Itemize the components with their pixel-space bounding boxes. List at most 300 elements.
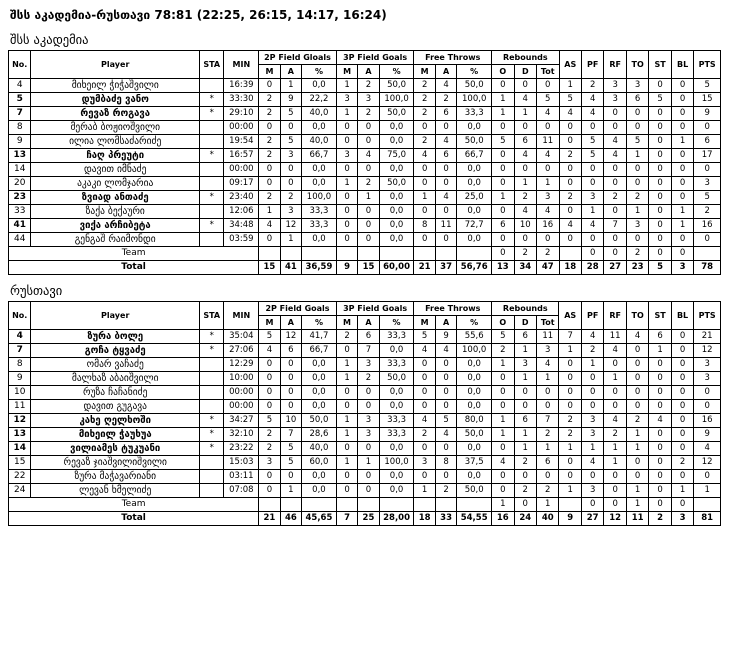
stat-ftm: 0 bbox=[414, 163, 435, 177]
stat-rf: 1 bbox=[604, 372, 626, 386]
stat-d: 0 bbox=[514, 79, 536, 93]
stat-bl: 0 bbox=[671, 372, 693, 386]
stat-g3p: 0,0 bbox=[379, 205, 414, 219]
stat-st: 2 bbox=[649, 512, 671, 526]
player-name: ომარ ვაჩაძე bbox=[31, 358, 200, 372]
minutes-played: 00:00 bbox=[224, 400, 259, 414]
starter-flag: * bbox=[199, 93, 224, 107]
stat-to: 0 bbox=[626, 400, 648, 414]
stat-g3a: 2 bbox=[358, 177, 379, 191]
col-reb-d: D bbox=[514, 316, 536, 330]
stat-g3p: 0,0 bbox=[379, 121, 414, 135]
team-row bbox=[9, 247, 721, 261]
stat-bl: 1 bbox=[671, 484, 693, 498]
stat-rf: 0 bbox=[604, 498, 626, 512]
stat-g3a: 1 bbox=[358, 456, 379, 470]
stat-pf: 5 bbox=[581, 135, 603, 149]
stat-g2p: 40,0 bbox=[302, 135, 337, 149]
stat-o: 5 bbox=[492, 135, 514, 149]
stat-o: 0 bbox=[492, 205, 514, 219]
stat-g2a: 5 bbox=[280, 442, 301, 456]
stat-d: 0 bbox=[514, 121, 536, 135]
stat-g2a: 0 bbox=[280, 177, 301, 191]
stat-ftm: 2 bbox=[414, 79, 435, 93]
stat-g2a: 10 bbox=[280, 414, 301, 428]
stat-d: 2 bbox=[514, 247, 536, 261]
team-row bbox=[9, 498, 721, 512]
team-name-home: შსს აკადემია bbox=[10, 32, 89, 47]
stat-g3m: 0 bbox=[336, 470, 357, 484]
stat-o: 2 bbox=[492, 344, 514, 358]
stat-to: 11 bbox=[626, 512, 648, 526]
starter-flag: * bbox=[199, 149, 224, 163]
starter-flag: * bbox=[199, 107, 224, 121]
stat-g2m: 0 bbox=[259, 121, 280, 135]
stat-d: 24 bbox=[514, 512, 536, 526]
stat-g3m: 1 bbox=[336, 414, 357, 428]
stat-pf: 1 bbox=[581, 205, 603, 219]
stat-d: 6 bbox=[514, 135, 536, 149]
stat-g3p bbox=[379, 247, 414, 261]
stat-d: 0 bbox=[514, 233, 536, 247]
stat-ftm bbox=[414, 247, 435, 261]
starter-flag bbox=[199, 205, 224, 219]
stat-pts: 5 bbox=[694, 191, 721, 205]
stat-ftp: 80,0 bbox=[457, 414, 492, 428]
stat-o: 0 bbox=[492, 149, 514, 163]
stat-rf: 0 bbox=[604, 470, 626, 484]
stat-rf: 0 bbox=[604, 247, 626, 261]
stat-g2a: 3 bbox=[280, 149, 301, 163]
col-pts: PTS bbox=[694, 302, 721, 330]
stat-ftp: 0,0 bbox=[457, 205, 492, 219]
table-row bbox=[9, 149, 721, 163]
stat-st: 0 bbox=[649, 205, 671, 219]
starter-flag bbox=[199, 484, 224, 498]
stat-ftm: 4 bbox=[414, 344, 435, 358]
stat-rf: 0 bbox=[604, 386, 626, 400]
stat-g2a: 7 bbox=[280, 428, 301, 442]
stat-g2p bbox=[302, 498, 337, 512]
stat-ftp bbox=[457, 498, 492, 512]
stat-as bbox=[559, 498, 581, 512]
stat-rf: 2 bbox=[604, 428, 626, 442]
starter-flag: * bbox=[199, 414, 224, 428]
stat-to: 0 bbox=[626, 177, 648, 191]
stat-pts: 12 bbox=[694, 344, 721, 358]
stat-bl: 0 bbox=[671, 344, 693, 358]
table-row bbox=[9, 93, 721, 107]
col-bl: BL bbox=[671, 302, 693, 330]
stat-tot: 47 bbox=[537, 261, 560, 275]
stat-d: 10 bbox=[514, 219, 536, 233]
stat-fta: 4 bbox=[435, 135, 456, 149]
stat-rf: 2 bbox=[604, 191, 626, 205]
col-2p-m: M bbox=[259, 65, 280, 79]
stat-g2a: 12 bbox=[280, 219, 301, 233]
stat-g3p: 0,0 bbox=[379, 344, 414, 358]
stat-g3m: 9 bbox=[336, 261, 357, 275]
stat-to: 3 bbox=[626, 79, 648, 93]
player-name: გოჩა ტყვაძე bbox=[31, 344, 200, 358]
stat-as: 0 bbox=[559, 400, 581, 414]
stat-o: 1 bbox=[492, 498, 514, 512]
stat-g2a: 12 bbox=[280, 330, 301, 344]
stat-g2m: 21 bbox=[259, 512, 280, 526]
stat-bl: 0 bbox=[671, 247, 693, 261]
player-number: 11 bbox=[9, 400, 31, 414]
stat-g3m: 1 bbox=[336, 177, 357, 191]
stat-as bbox=[559, 247, 581, 261]
player-name: დუმბაძე ვანო bbox=[31, 93, 200, 107]
stat-as: 4 bbox=[559, 219, 581, 233]
col-pts: PTS bbox=[694, 51, 721, 79]
stat-g2m: 1 bbox=[259, 205, 280, 219]
stat-st: 0 bbox=[649, 177, 671, 191]
stat-g3p: 50,0 bbox=[379, 107, 414, 121]
stat-g2p: 40,0 bbox=[302, 107, 337, 121]
stat-g3m: 0 bbox=[336, 219, 357, 233]
total-row-label: Total bbox=[9, 261, 259, 275]
stat-d: 4 bbox=[514, 205, 536, 219]
stat-bl: 0 bbox=[671, 400, 693, 414]
starter-flag bbox=[199, 121, 224, 135]
stat-fta: 0 bbox=[435, 233, 456, 247]
stat-d: 1 bbox=[514, 372, 536, 386]
stat-g2m: 2 bbox=[259, 107, 280, 121]
starter-flag: * bbox=[199, 219, 224, 233]
stat-g3p: 0,0 bbox=[379, 470, 414, 484]
col-2p-pct: % bbox=[302, 65, 337, 79]
minutes-played: 19:54 bbox=[224, 135, 259, 149]
col-reb-d: D bbox=[514, 65, 536, 79]
stat-o: 0 bbox=[492, 442, 514, 456]
stat-pts: 12 bbox=[694, 456, 721, 470]
stat-tot: 3 bbox=[536, 344, 559, 358]
stat-st: 0 bbox=[649, 163, 671, 177]
stat-g3a: 3 bbox=[358, 358, 379, 372]
col-bl: BL bbox=[671, 51, 693, 79]
stat-g3m: 0 bbox=[336, 121, 357, 135]
stat-g3m: 1 bbox=[336, 79, 357, 93]
player-name: რუზა ჩაჩანიძე bbox=[31, 386, 200, 400]
stat-st: 0 bbox=[649, 372, 671, 386]
stat-bl: 0 bbox=[671, 470, 693, 484]
stat-rf: 0 bbox=[604, 233, 626, 247]
stat-g3m: 1 bbox=[336, 456, 357, 470]
col-st: ST bbox=[649, 302, 671, 330]
col-ft-m: M bbox=[414, 65, 435, 79]
stat-g3a bbox=[358, 498, 379, 512]
player-name: ილია ლომსაძარიძე bbox=[31, 135, 200, 149]
col-2p-a: A bbox=[280, 65, 301, 79]
minutes-played: 07:08 bbox=[224, 484, 259, 498]
stat-g2p: 40,0 bbox=[302, 442, 337, 456]
total-row bbox=[9, 512, 721, 526]
col-3p-m: M bbox=[336, 65, 357, 79]
stat-as: 2 bbox=[559, 428, 581, 442]
starter-flag bbox=[199, 233, 224, 247]
minutes-played: 12:29 bbox=[224, 358, 259, 372]
stat-g3p: 0,0 bbox=[379, 135, 414, 149]
col-pf: PF bbox=[581, 51, 603, 79]
stat-pts: 3 bbox=[694, 372, 721, 386]
stat-o: 4 bbox=[492, 456, 514, 470]
player-number: 9 bbox=[9, 135, 31, 149]
stat-to: 0 bbox=[626, 121, 648, 135]
stat-g2m: 15 bbox=[259, 261, 280, 275]
stat-st: 0 bbox=[649, 233, 671, 247]
stat-ftp: 0,0 bbox=[457, 442, 492, 456]
stat-g2m: 5 bbox=[259, 414, 280, 428]
stat-g2a: 1 bbox=[280, 233, 301, 247]
stat-d: 0 bbox=[514, 400, 536, 414]
stat-ftp: 0,0 bbox=[457, 177, 492, 191]
stat-ftm: 2 bbox=[414, 135, 435, 149]
stat-to: 5 bbox=[626, 135, 648, 149]
stat-g3p: 0,0 bbox=[379, 219, 414, 233]
table-row bbox=[9, 484, 721, 498]
col-rf: RF bbox=[604, 302, 626, 330]
stat-g3m: 0 bbox=[336, 135, 357, 149]
stat-g3a: 0 bbox=[358, 484, 379, 498]
stat-as: 0 bbox=[559, 135, 581, 149]
stat-st: 1 bbox=[649, 344, 671, 358]
stat-rf: 0 bbox=[604, 163, 626, 177]
stat-g3a: 3 bbox=[358, 414, 379, 428]
stat-tot: 0 bbox=[537, 163, 560, 177]
stat-o: 0 bbox=[492, 400, 514, 414]
stat-fta: 2 bbox=[435, 93, 456, 107]
stat-pts: 21 bbox=[694, 330, 721, 344]
stat-o: 1 bbox=[492, 93, 514, 107]
stat-pts: 0 bbox=[694, 233, 721, 247]
stat-d: 2 bbox=[514, 191, 536, 205]
stat-st: 0 bbox=[649, 484, 671, 498]
stat-to: 6 bbox=[626, 93, 648, 107]
stat-g3p: 50,0 bbox=[379, 177, 414, 191]
col-as: AS bbox=[559, 302, 581, 330]
stat-g2a: 5 bbox=[280, 135, 301, 149]
stat-as: 5 bbox=[559, 93, 581, 107]
stat-g2p: 0,0 bbox=[302, 372, 337, 386]
stat-o: 6 bbox=[492, 219, 514, 233]
stat-g3p: 75,0 bbox=[379, 149, 414, 163]
stat-g2p: 0,0 bbox=[302, 233, 337, 247]
stat-ftm: 0 bbox=[414, 205, 435, 219]
stat-rf: 3 bbox=[604, 79, 626, 93]
stat-d: 6 bbox=[514, 330, 536, 344]
col-player: Player bbox=[31, 302, 200, 330]
col-reb-o: O bbox=[492, 65, 514, 79]
stat-g2p: 50,0 bbox=[302, 414, 337, 428]
stat-o: 5 bbox=[492, 330, 514, 344]
player-number: 10 bbox=[9, 386, 31, 400]
stat-ftp: 0,0 bbox=[457, 121, 492, 135]
stat-g2m: 2 bbox=[259, 93, 280, 107]
stat-fta: 6 bbox=[435, 149, 456, 163]
stat-g2a: 0 bbox=[280, 470, 301, 484]
col-reb-tot: Tot bbox=[537, 65, 560, 79]
stat-g3a: 15 bbox=[358, 261, 379, 275]
stat-o: 1 bbox=[492, 358, 514, 372]
minutes-played: 16:39 bbox=[224, 79, 259, 93]
stat-as: 18 bbox=[559, 261, 581, 275]
col-reb-o: O bbox=[492, 316, 514, 330]
stat-pf: 5 bbox=[581, 149, 603, 163]
stat-pf: 0 bbox=[581, 247, 603, 261]
stat-as: 0 bbox=[559, 358, 581, 372]
stat-rf: 0 bbox=[604, 358, 626, 372]
stat-o: 0 bbox=[492, 372, 514, 386]
stat-ftp: 0,0 bbox=[457, 163, 492, 177]
stat-d: 34 bbox=[514, 261, 536, 275]
minutes-played: 29:10 bbox=[224, 107, 259, 121]
starter-flag bbox=[199, 358, 224, 372]
col-as: AS bbox=[559, 51, 581, 79]
table-row bbox=[9, 330, 721, 344]
col-player: Player bbox=[31, 51, 200, 79]
stat-ftp: 50,0 bbox=[457, 79, 492, 93]
stat-as: 4 bbox=[559, 107, 581, 121]
stat-fta: 0 bbox=[435, 372, 456, 386]
table-row bbox=[9, 107, 721, 121]
stat-g3p: 100,0 bbox=[379, 456, 414, 470]
stat-ftp: 0,0 bbox=[457, 470, 492, 484]
col-group-ft: Free Throws bbox=[414, 302, 492, 316]
stat-st: 0 bbox=[649, 498, 671, 512]
stat-st: 0 bbox=[649, 121, 671, 135]
stat-ftm: 2 bbox=[414, 93, 435, 107]
stat-g3p: 0,0 bbox=[379, 233, 414, 247]
stat-o: 1 bbox=[492, 414, 514, 428]
stat-as: 0 bbox=[559, 470, 581, 484]
stat-ftm: 3 bbox=[414, 456, 435, 470]
stat-d: 3 bbox=[514, 358, 536, 372]
stat-g3a: 2 bbox=[358, 79, 379, 93]
stat-fta: 0 bbox=[435, 386, 456, 400]
stat-g2p: 36,59 bbox=[302, 261, 337, 275]
stat-d: 1 bbox=[514, 428, 536, 442]
stat-g3m: 1 bbox=[336, 428, 357, 442]
minutes-played: 23:40 bbox=[224, 191, 259, 205]
table-row bbox=[9, 205, 721, 219]
stat-bl: 0 bbox=[671, 107, 693, 121]
col-group-2p: 2P Field Goals bbox=[259, 302, 337, 316]
stat-pts: 0 bbox=[694, 163, 721, 177]
stat-d: 4 bbox=[514, 93, 536, 107]
stat-pts: 9 bbox=[694, 107, 721, 121]
col-group-rebounds: Rebounds bbox=[492, 302, 559, 316]
stat-rf: 0 bbox=[604, 205, 626, 219]
stat-bl: 0 bbox=[671, 358, 693, 372]
stat-ftm: 0 bbox=[414, 470, 435, 484]
stat-o: 1 bbox=[492, 428, 514, 442]
stat-g2m: 2 bbox=[259, 135, 280, 149]
player-name: ლევან ხმელიძე bbox=[31, 484, 200, 498]
stat-d: 6 bbox=[514, 414, 536, 428]
player-number: 15 bbox=[9, 456, 31, 470]
player-name: მერაბ ბოჟიოშვილი bbox=[31, 121, 200, 135]
player-name: ვიქა არჩიბეტა bbox=[31, 219, 200, 233]
col-reb-tot: Tot bbox=[536, 316, 559, 330]
stat-to: 1 bbox=[626, 205, 648, 219]
stat-g3p: 50,0 bbox=[379, 79, 414, 93]
player-name: ვილიამეს ტუკუანი bbox=[31, 442, 200, 456]
stat-st: 0 bbox=[649, 442, 671, 456]
stat-st: 0 bbox=[649, 135, 671, 149]
stat-as: 0 bbox=[559, 386, 581, 400]
col-2p-a: A bbox=[280, 316, 301, 330]
stat-g3a: 3 bbox=[358, 428, 379, 442]
stat-fta bbox=[435, 498, 456, 512]
col-group-rebounds: Rebounds bbox=[492, 51, 559, 65]
stat-o: 0 bbox=[492, 79, 514, 93]
stat-g3m: 3 bbox=[336, 93, 357, 107]
stat-tot: 4 bbox=[536, 358, 559, 372]
stat-pts: 0 bbox=[694, 121, 721, 135]
stat-rf: 4 bbox=[604, 149, 626, 163]
stat-ftp: 50,0 bbox=[457, 135, 492, 149]
player-name: კახე ღელხოში bbox=[31, 414, 200, 428]
stat-bl: 0 bbox=[671, 149, 693, 163]
stat-ftm: 4 bbox=[414, 149, 435, 163]
stat-tot: 4 bbox=[537, 107, 560, 121]
stat-pts: 4 bbox=[694, 442, 721, 456]
stat-pts: 3 bbox=[694, 177, 721, 191]
player-number: 13 bbox=[9, 428, 31, 442]
stat-g3a: 2 bbox=[358, 372, 379, 386]
stat-to: 1 bbox=[626, 428, 648, 442]
team-row-label: Team bbox=[9, 247, 259, 261]
stat-pts: 0 bbox=[694, 386, 721, 400]
stat-g3p: 100,0 bbox=[379, 93, 414, 107]
stat-g3a bbox=[358, 247, 379, 261]
stat-rf: 1 bbox=[604, 442, 626, 456]
stat-g2m: 3 bbox=[259, 456, 280, 470]
stat-tot: 1 bbox=[536, 372, 559, 386]
col-3p-a: A bbox=[358, 65, 379, 79]
table-row bbox=[9, 428, 721, 442]
stat-pts: 17 bbox=[694, 149, 721, 163]
stat-fta: 4 bbox=[435, 428, 456, 442]
stat-pf: 4 bbox=[581, 107, 603, 121]
stat-g3p bbox=[379, 498, 414, 512]
stat-g3m: 0 bbox=[336, 484, 357, 498]
stat-ftp: 50,0 bbox=[457, 428, 492, 442]
stat-bl: 0 bbox=[671, 121, 693, 135]
stat-pts: 3 bbox=[694, 358, 721, 372]
stat-to: 23 bbox=[626, 261, 648, 275]
stat-g3m bbox=[336, 247, 357, 261]
player-name: რევაზ ჯიაშვილიშვილი bbox=[31, 456, 200, 470]
stat-st: 5 bbox=[649, 93, 671, 107]
stat-tot: 0 bbox=[536, 400, 559, 414]
stat-g2m: 0 bbox=[259, 386, 280, 400]
stat-pf: 0 bbox=[581, 233, 603, 247]
table-row bbox=[9, 177, 721, 191]
stat-g2p: 0,0 bbox=[302, 79, 337, 93]
stat-rf: 11 bbox=[604, 330, 626, 344]
stat-pf: 3 bbox=[581, 191, 603, 205]
stat-fta: 0 bbox=[435, 177, 456, 191]
stat-ftp: 50,0 bbox=[457, 484, 492, 498]
col-group-3p: 3P Field Goals bbox=[336, 51, 414, 65]
stat-g3a: 1 bbox=[358, 191, 379, 205]
stat-g2m bbox=[259, 247, 280, 261]
stat-g3p: 0,0 bbox=[379, 484, 414, 498]
stat-fta bbox=[435, 247, 456, 261]
